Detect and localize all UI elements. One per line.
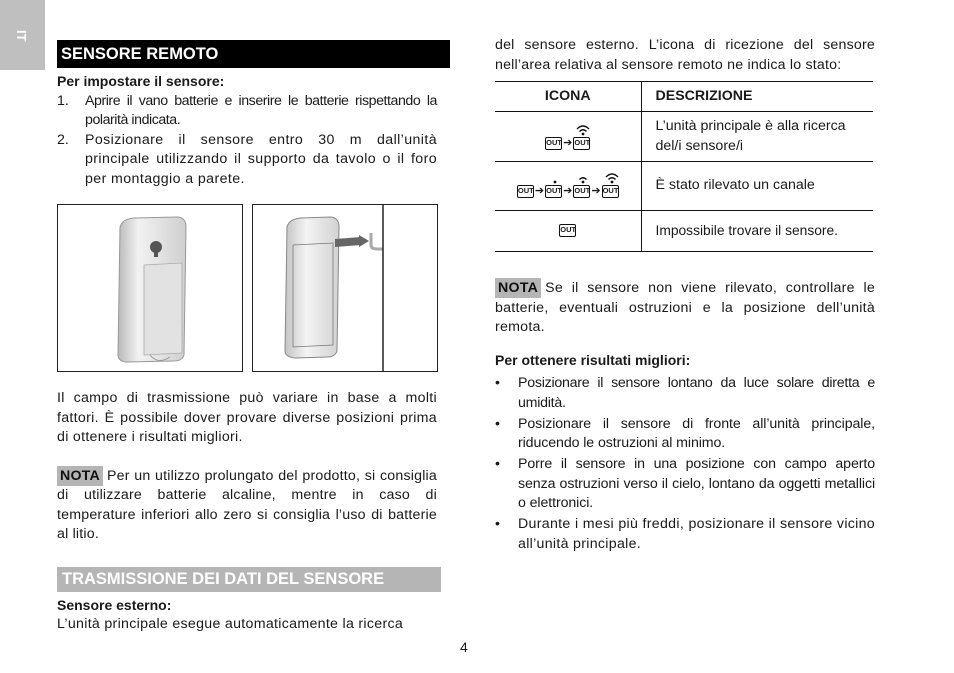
note-text: Se il sensore non viene rilevato, controllare le batterie, eventuali ostruzioni e la posizione dell’unità remota. bbox=[495, 280, 875, 335]
arrow-icon: ➔ bbox=[534, 185, 545, 197]
list-item-text: Porre il sensore in una posizione con campo aperto senza ostruzioni verso il cielo, lontano da oggetti metallici o elettronici. bbox=[518, 456, 875, 511]
language-tab bbox=[0, 0, 45, 70]
table-row bbox=[495, 211, 873, 252]
table-row bbox=[495, 112, 873, 162]
list-item: • Durante i mesi più freddi, posizionare il sensore vicino all’unità principale. bbox=[495, 516, 875, 552]
left-column-lower bbox=[57, 389, 437, 635]
left-column bbox=[57, 40, 437, 189]
setup-steps bbox=[57, 92, 437, 190]
arrow-icon: ➔ bbox=[563, 136, 573, 149]
icon-cell bbox=[495, 112, 641, 162]
page-number: 4 bbox=[460, 639, 468, 655]
out-icon: OUT bbox=[517, 185, 534, 198]
icon-cell bbox=[495, 211, 641, 252]
note-text: Per un utilizzo prolungato del prodotto, si consiglia di utilizzare batterie alcaline, mentre in caso di temperature inferiori allo zero si consiglia l’uso di batterie al litio. bbox=[57, 467, 437, 542]
list-item: • Posizionare il sensore di fronte all’unità principale, riducendo le ostruzioni al minimo. bbox=[495, 415, 875, 451]
table-header-row bbox=[495, 82, 873, 112]
intro-paragraph: del sensore esterno. L’icona di ricezione del sensore nell’area relativa al sensore remoto ne indica lo stato: bbox=[495, 37, 875, 73]
description-cell: L’unità principale è alla ricerca del/i sensore/i bbox=[641, 112, 873, 162]
step-number: 2. bbox=[57, 131, 69, 148]
external-sensor-text: L’unità principale esegue automaticamente la ricerca bbox=[57, 616, 404, 632]
note-label: NOTA bbox=[495, 278, 541, 298]
sensor-front-drawing bbox=[58, 205, 243, 372]
description-cell: Impossibile trovare il sensore. bbox=[641, 211, 873, 252]
range-paragraph: Il campo di trasmissione può variare in base a molti fattori. È possibile dover provare diverse posizioni prima di ottenere i risultati migliori. bbox=[57, 390, 437, 445]
list-item-text: Posizionare il sensore lontano da luce solare diretta e umidità. bbox=[518, 375, 875, 411]
out-icon: OUT bbox=[559, 224, 576, 237]
step-item bbox=[57, 131, 437, 190]
best-results-heading: Per ottenere risultati migliori: bbox=[495, 351, 691, 368]
step-item bbox=[57, 92, 437, 131]
table-row bbox=[495, 162, 873, 211]
sensor-front-illustration bbox=[57, 204, 243, 372]
icon-status-table bbox=[495, 81, 873, 252]
list-item-text: Durante i mesi più freddi, posizionare il sensore vicino all’unità principale. bbox=[518, 516, 875, 552]
best-results-list bbox=[495, 374, 875, 554]
sensor-battery-drawing bbox=[253, 205, 438, 372]
arrow-icon: ➔ bbox=[591, 185, 601, 197]
list-item-text: Posizionare il sensore di fronte all’unità principale, riducendo le ostruzioni al minimo. bbox=[518, 415, 875, 451]
section-title-transmission: TRASMISSIONE DEI DATI DEL SENSORE bbox=[57, 567, 441, 592]
col-header-description: DESCRIZIONE bbox=[641, 82, 873, 112]
icon-cell bbox=[495, 162, 641, 211]
list-item: • Posizionare il sensore lontano da luce solare diretta e umidità. bbox=[495, 375, 875, 411]
right-column bbox=[495, 36, 875, 556]
note-paragraph-right bbox=[495, 278, 875, 338]
out-signal-icon: OUT bbox=[573, 137, 590, 150]
step-number: 1. bbox=[57, 92, 69, 109]
setup-heading: Per impostare il sensore: bbox=[57, 73, 225, 89]
note-label: NOTA bbox=[57, 466, 103, 486]
sensor-battery-illustration bbox=[252, 204, 438, 372]
external-sensor-heading: Sensore esterno: bbox=[57, 596, 172, 613]
note-paragraph bbox=[57, 466, 437, 545]
out-signal-mid-icon: OUT bbox=[573, 185, 590, 198]
out-icon: OUT bbox=[545, 137, 562, 150]
section-title-remote-sensor: SENSORE REMOTO bbox=[57, 40, 450, 68]
description-cell: È stato rilevato un canale bbox=[641, 162, 873, 211]
arrow-icon: ➔ bbox=[563, 185, 573, 197]
list-item: • Porre il sensore in una posizione con campo aperto senza ostruzioni verso il cielo, lontano da oggetti metallici o elettronici. bbox=[495, 456, 875, 511]
language-tab-label: IT bbox=[13, 29, 29, 42]
out-signal-full-icon: OUT bbox=[602, 185, 619, 198]
out-signal-low-icon: OUT bbox=[545, 185, 562, 198]
col-header-icon: ICONA bbox=[495, 82, 641, 112]
step-text: Posizionare il sensore entro 30 m dall’unità principale utilizzando il supporto da tavolo o il foro per montaggio a parete. bbox=[85, 131, 437, 187]
step-text: Aprire il vano batterie e inserire le batterie rispettando la polarità indicata. bbox=[85, 92, 437, 128]
